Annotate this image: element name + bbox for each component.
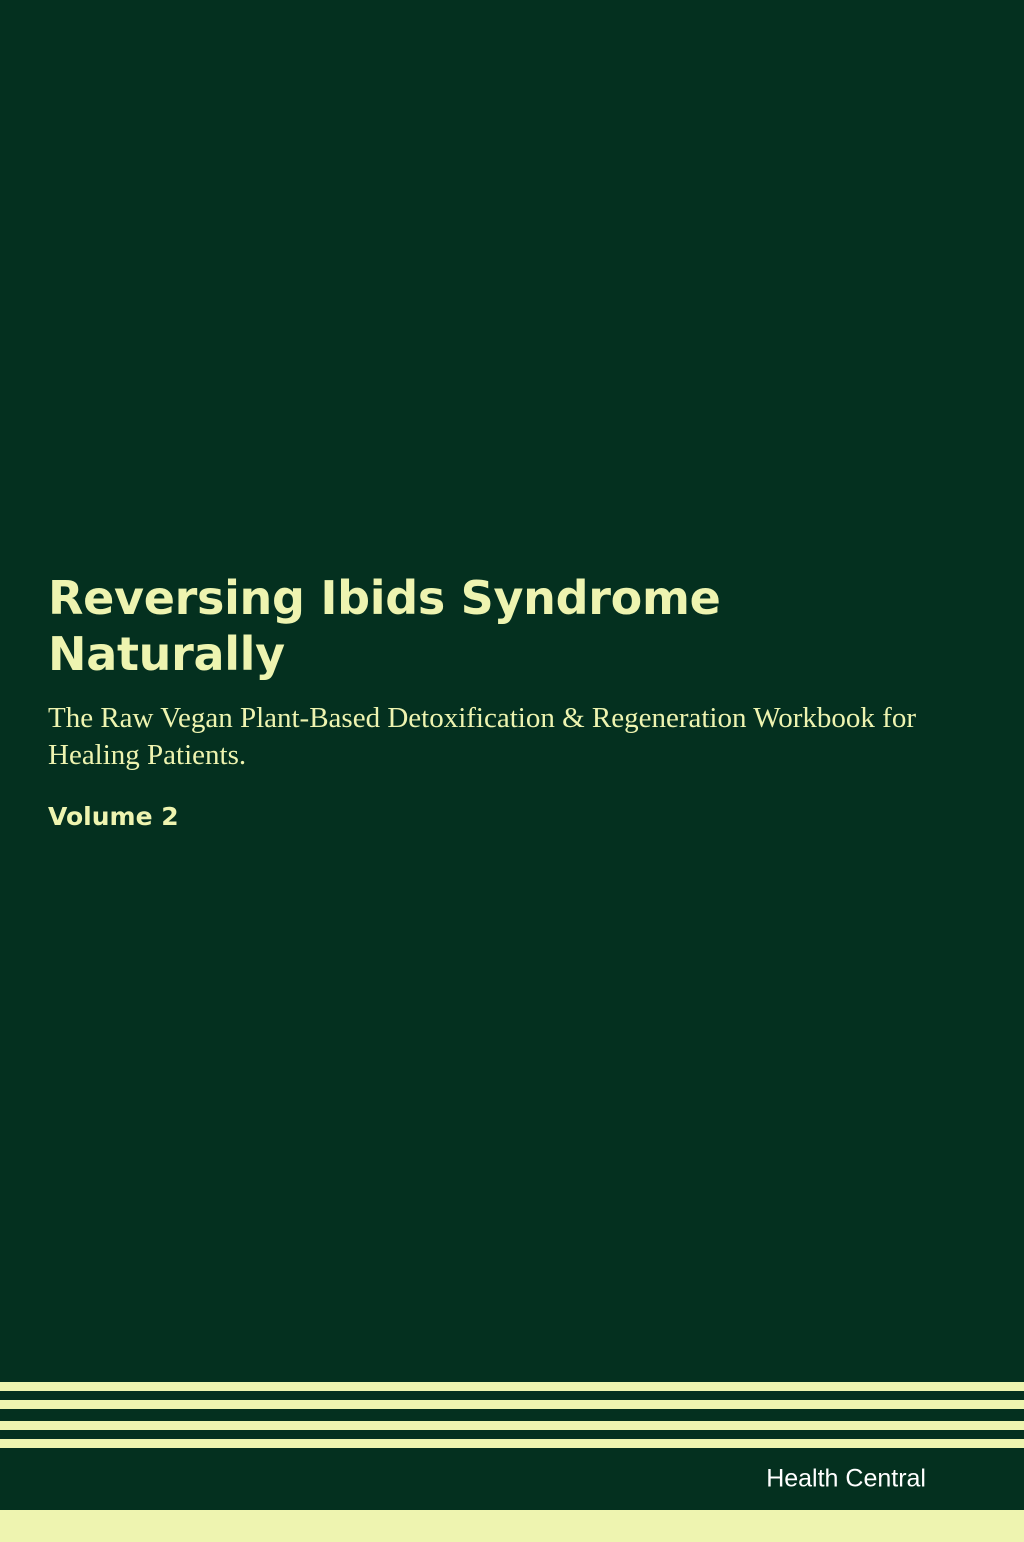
divider-line-4 — [0, 1439, 1024, 1448]
divider-gap-3 — [0, 1430, 1024, 1439]
cover-text-block — [48, 570, 938, 831]
divider-line-1 — [0, 1382, 1024, 1391]
cover-bottom-bands — [0, 1382, 1024, 1542]
cover-volume-label: Volume 2 — [48, 802, 179, 832]
divider-gap-2 — [0, 1409, 1024, 1421]
divider-line-3 — [0, 1421, 1024, 1430]
cover-subtitle: The Raw Vegan Plant-Based Detoxification & Regeneration Workbook for Healing Patients. — [48, 702, 916, 772]
publisher-name: Health Central — [766, 1464, 926, 1493]
bottom-band — [0, 1510, 1024, 1542]
divider-gap-1 — [0, 1391, 1024, 1400]
divider-line-2 — [0, 1400, 1024, 1409]
page-title: Reversing Ibids Syndrome Naturally — [48, 571, 721, 682]
publisher-row — [0, 1448, 1024, 1510]
